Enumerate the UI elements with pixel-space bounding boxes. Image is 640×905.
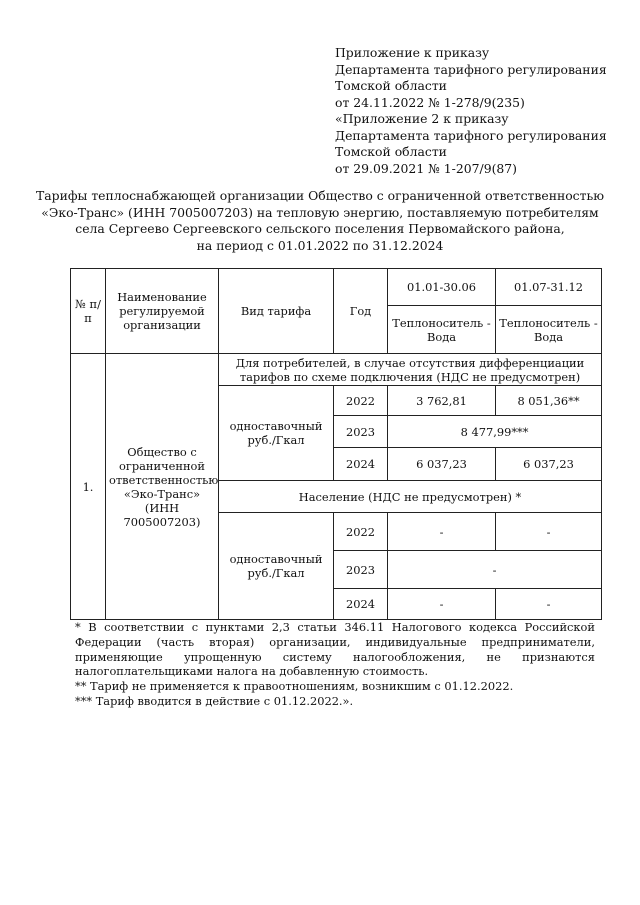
year-cell: 2024 (334, 448, 388, 481)
header-carrier-first: Теплоноситель - Вода (388, 306, 496, 354)
header-line: Приложение к приказу (335, 45, 490, 60)
year-cell: 2023 (334, 416, 388, 448)
tariff-value: 3 762,81 (388, 386, 496, 416)
header-number: № п/п (71, 269, 106, 354)
footnote-vat: * В соответствии с пунктами 2,3 статьи 346.11 Налогового кодекса Российской Федерации (часть вторая) организации, индивидуальные предприниматели, применяющие упрощенную систему налогообложения, не признаются налогоплательщиками налога на добавленную стоимость. (75, 620, 595, 679)
tariff-value: - (496, 589, 602, 620)
header-line: от 24.11.2022 № 1-278/9(235) (335, 94, 525, 110)
order-header (335, 45, 625, 177)
header-line: Томской области (335, 144, 447, 159)
header-line: Томской области (335, 78, 447, 93)
organization-name: Общество с ограниченной ответственностью «Эко-Транс» (109, 444, 219, 501)
tariff-value: - (388, 589, 496, 620)
year-cell: 2022 (334, 386, 388, 416)
year-cell: 2023 (334, 551, 388, 589)
tariff-table (70, 268, 602, 620)
document-title (30, 188, 610, 254)
tariff-value: 8 051,36** (496, 386, 602, 416)
section-label-general: Для потребителей, в случае отсутствия дифференциации тарифов по схеме подключения (НДС не предусмотрен) (219, 354, 602, 386)
section-label-population: Население (НДС не предусмотрен) * (219, 481, 602, 513)
tariff-value: - (496, 513, 602, 551)
tariff-type-population: одноставочный руб./Гкал (219, 513, 334, 620)
header-year: Год (334, 269, 388, 354)
header-period-first-half: 01.01-30.06 (388, 269, 496, 306)
tariff-type-general: одноставочный руб./Гкал (219, 386, 334, 481)
header-line: от 29.09.2021 № 1-207/9(87) (335, 160, 518, 176)
header-organization: Наименование регулируемой организации (106, 269, 219, 354)
header-line: Департамента тарифного регулирования (335, 127, 607, 143)
organization-inn: (ИНН 7005007203) (123, 500, 201, 529)
year-cell: 2022 (334, 513, 388, 551)
footnote-effective: *** Тариф вводится в действие с 01.12.2022.». (75, 693, 354, 708)
header-line: «Приложение 2 к приказу (335, 111, 509, 126)
title-line: на период с 01.01.2022 по 31.12.2024 (196, 237, 444, 253)
tariff-value: - (388, 513, 496, 551)
year-cell: 2024 (334, 589, 388, 620)
footnote-not-applied: ** Тариф не применяется к правоотношениям, возникшим с 01.12.2022. (75, 679, 514, 694)
tariff-value-merged: 8 477,99*** (388, 416, 602, 448)
tariff-value: 6 037,23 (496, 448, 602, 481)
title-line: «Эко-Транс» (ИНН 7005007203) на тепловую энергию, поставляемую потребителям (41, 204, 599, 220)
row-number: 1. (71, 354, 106, 620)
title-line: Тарифы теплоснабжающей организации Общество с ограниченной ответственностью (35, 188, 605, 203)
tariff-value-merged: - (388, 551, 602, 589)
header-carrier-second: Теплоноситель - Вода (496, 306, 602, 354)
tariff-value: 6 037,23 (388, 448, 496, 481)
header-line: Департамента тарифного регулирования (335, 61, 607, 77)
title-line: села Сергеево Сергеевского сельского поселения Первомайского района, (75, 221, 565, 236)
header-tariff-type: Вид тарифа (219, 269, 334, 354)
header-period-second-half: 01.07-31.12 (496, 269, 602, 306)
footnotes (75, 620, 595, 709)
organization-cell (106, 354, 219, 620)
